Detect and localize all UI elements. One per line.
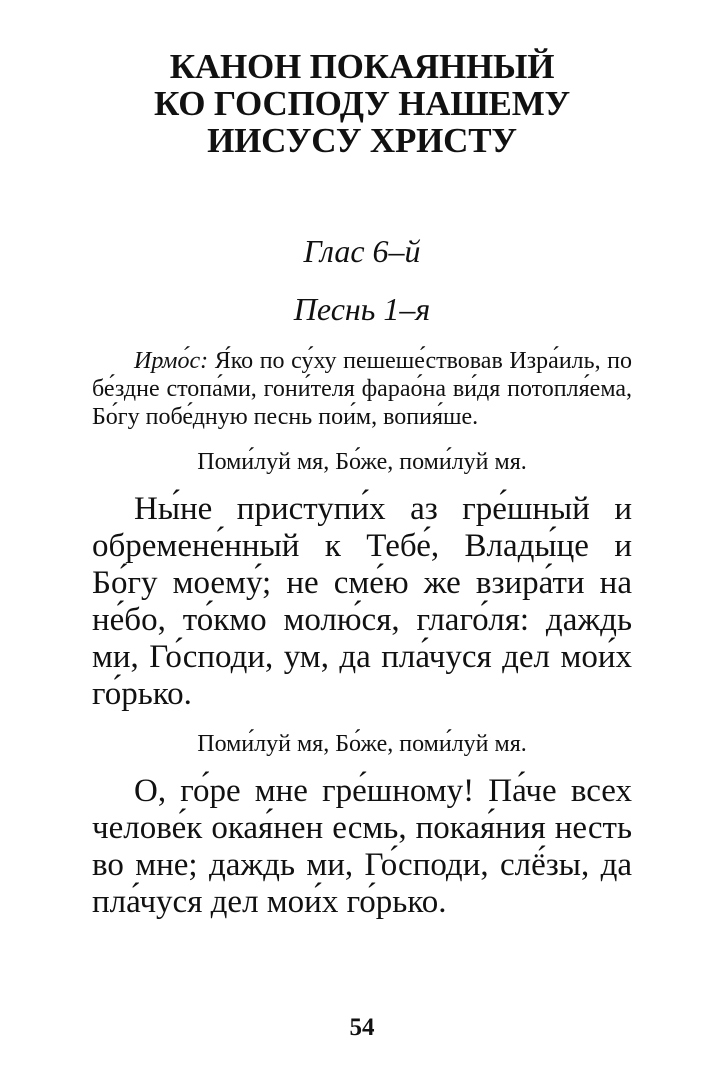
title-line-3: ИИСУСУ ХРИСТУ	[207, 121, 517, 160]
troparion-2: О, го́ре мне гре́шному! Па́че всех челове́к окая́нен есмь, покая́ния несть во мне; даждь ми, Го́споди, слё́зы, да пла́чуся дел мои́х го́рько.	[92, 773, 632, 920]
page-number: 54	[349, 1014, 375, 1041]
refrain-1: Поми́луй мя, Бо́же, поми́луй мя.	[197, 449, 527, 475]
irmos-label: Ирмо́с:	[134, 348, 209, 374]
tone-heading: Глас 6–й	[303, 233, 421, 269]
page-title	[92, 48, 632, 159]
irmos-paragraph	[92, 347, 632, 431]
page-content	[92, 48, 632, 921]
ode-heading: Песнь 1–я	[293, 291, 431, 327]
troparion-1: Ны́не приступи́х аз гре́шный и обремене́нный к Тебе́, Влады́це и Бо́гу моему́; не сме́ю же взира́ти на не́бо, то́кмо молю́ся, глаго́ля: даждь ми, Го́споди, ум, да пла́чуся дел мои́х го́рько.	[92, 491, 632, 712]
title-line-1: КАНОН ПОКАЯННЫЙ	[169, 47, 555, 86]
refrain-2: Поми́луй мя, Бо́же, поми́луй мя.	[197, 731, 527, 757]
irmos-text: Я́ко по су́ху пешеше́ствовав Изра́иль, по бе́здне стопа́ми, гони́теля фарао́на ви́дя потопля́ема, Бо́гу побе́дную песнь пои́м, вопия́ше.	[92, 348, 632, 430]
title-line-2: КО ГОСПОДУ НАШЕМУ	[153, 84, 571, 123]
